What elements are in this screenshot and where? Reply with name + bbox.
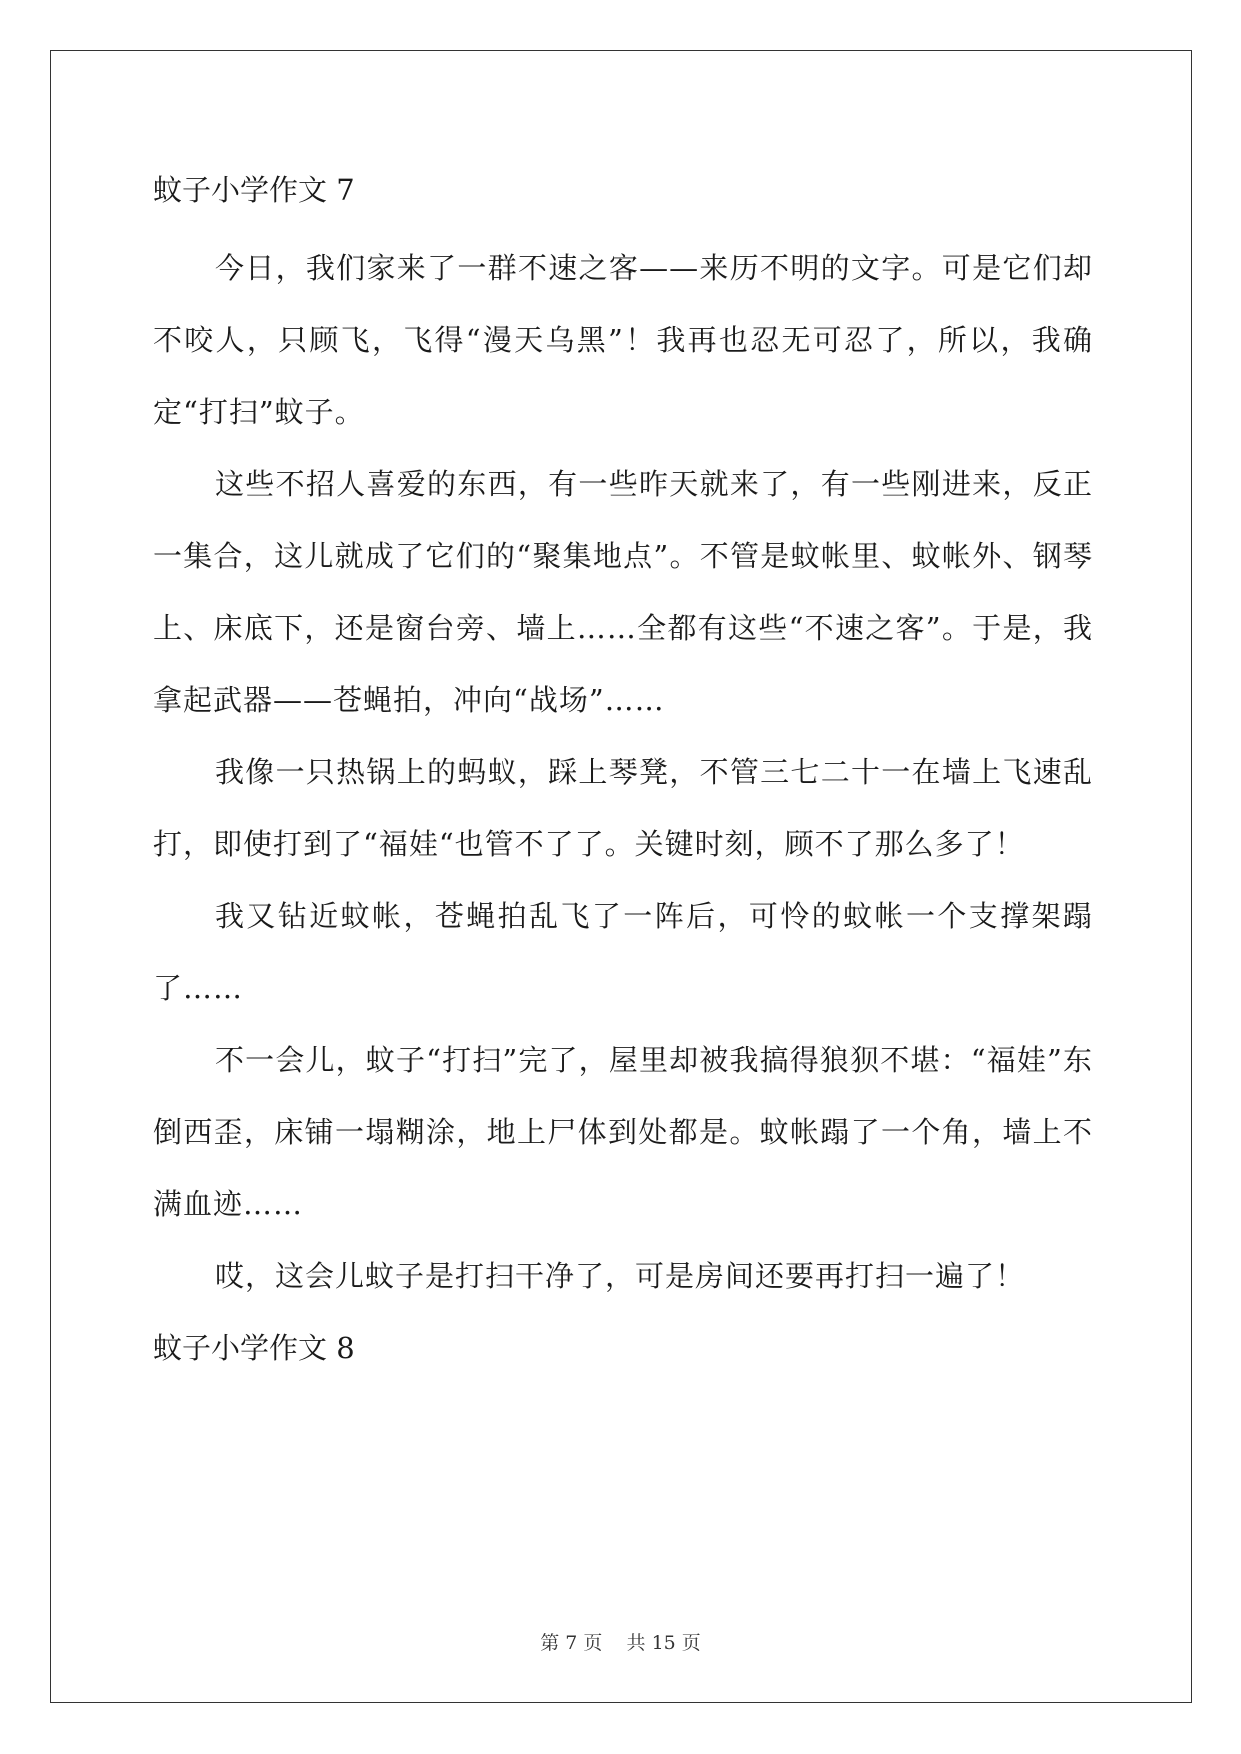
paragraph-5: 不一会儿，蚊子“打扫”完了，屋里却被我搞得狼狈不堪：“福娃”东倒西歪，床铺一塌糊涂，地上尸体到处都是。蚊帐蹋了一个角，墙上不满血迹…… [153,1043,1093,1221]
page-number: 第 7 页 [540,1632,603,1654]
paragraph-2: 这些不招人喜爱的东西，有一些昨天就来了，有一些刚进来，反正一集合，这儿就成了它们的“聚集地点”。不管是蚊帐里、蚊帐外、钢琴上、床底下，还是窗台旁、墙上……全都有这些“不速之客”。于是，我拿起武器——苍蝇拍，冲向“战场”…… [153,467,1093,717]
essay-7-title: 蚊子小学作文 7 [153,173,355,207]
paragraph-1: 今日，我们家来了一群不速之客——来历不明的文字。可是它们却不咬人，只顾飞，飞得“漫天乌黑”！我再也忍无可忍了，所以，我确定“打扫”蚊子。 [153,251,1093,429]
paragraph-3: 我像一只热锅上的蚂蚁，踩上琴凳，不管三七二十一在墙上飞速乱打，即使打到了“福娃“也管不了了。关键时刻，顾不了那么多了！ [153,755,1093,861]
page-footer [0,1628,1241,1655]
document-body [153,160,1093,1378]
paragraph-6: 哎，这会儿蚊子是打扫干净了，可是房间还要再打扫一遍了！ [215,1259,1026,1293]
essay-8-title: 蚊子小学作文 8 [153,1331,355,1365]
page-total: 共 15 页 [626,1632,701,1654]
paragraph-4: 我又钻近蚊帐，苍蝇拍乱飞了一阵后，可怜的蚊帐一个支撑架蹋了…… [153,899,1093,1005]
